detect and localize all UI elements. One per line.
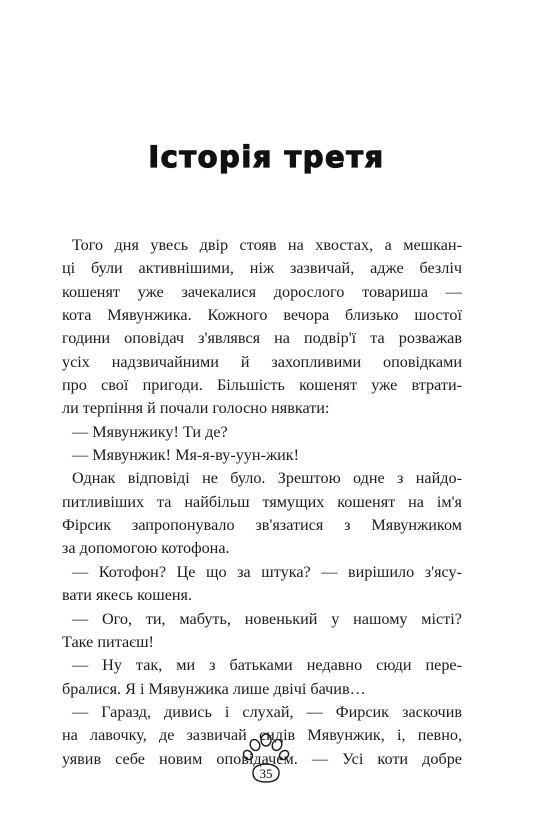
text-line: Однак відповіді не було. Зрештою одне з найдо- [72, 469, 462, 488]
dialogue-line: — Ого, ти, мабуть, новенький у нашому місті? [72, 609, 462, 628]
text-line: на лавочку, де зазвичай сидів Мявунжик, і, певно, [62, 726, 462, 745]
chapter-title: Історія третя [148, 140, 385, 174]
text-line: Того дня увесь двір стояв на хвостах, а мешкан- [72, 236, 462, 254]
text-line: за допомогою котофона. [62, 539, 230, 558]
page-number: 35 [259, 766, 273, 781]
body-text [62, 234, 462, 771]
dialogue-line: — Мявунжик! Мя-я-ву-уун-жик! [72, 446, 300, 465]
text-line: ці були активнішими, ніж зазвичай, адже безліч [62, 259, 462, 278]
text-line: кошенят уже зачекалися дорослого товариша — [62, 282, 462, 301]
dialogue-line: — Гаразд, дивись і слухай, — Фирсик заскочив [72, 702, 462, 721]
text-line: про свої пригоди. Більшість кошенят уже втрати- [62, 376, 462, 395]
text-line: питливіших та найбільш тямущих кошенят на ім'я [62, 492, 462, 511]
text-line: ли терпіння й почали голосно нявкати: [62, 399, 330, 418]
dialogue-line: — Котофон? Це що за штука? — вирішило з'ясу- [72, 562, 462, 581]
text-line: усіх надзвичайними й захопливими оповідками [62, 352, 462, 371]
text-line: години оповідач з'являвся на подвір'ї та розважав [62, 329, 462, 348]
text-line: Фірсик запропонувало зв'язатися з Мявунжиком [62, 516, 462, 535]
page-folio [236, 730, 296, 790]
text-line: уявив себе новим оповідачем. — Усі коти добре [62, 749, 462, 768]
dialogue-line: — Ну так, ми з батьками недавно сюди пере- [72, 656, 462, 675]
text-line: вати якесь кошеня. [62, 586, 193, 605]
text-line: бралися. Я і Мявунжика лише двічі бачив… [62, 679, 366, 698]
dialogue-line: — Мявунжику! Ти де? [72, 422, 228, 441]
text-line: Таке питаєш! [62, 632, 154, 651]
text-line: кота Мявунжика. Кожного вечора близько шостої [62, 306, 462, 325]
